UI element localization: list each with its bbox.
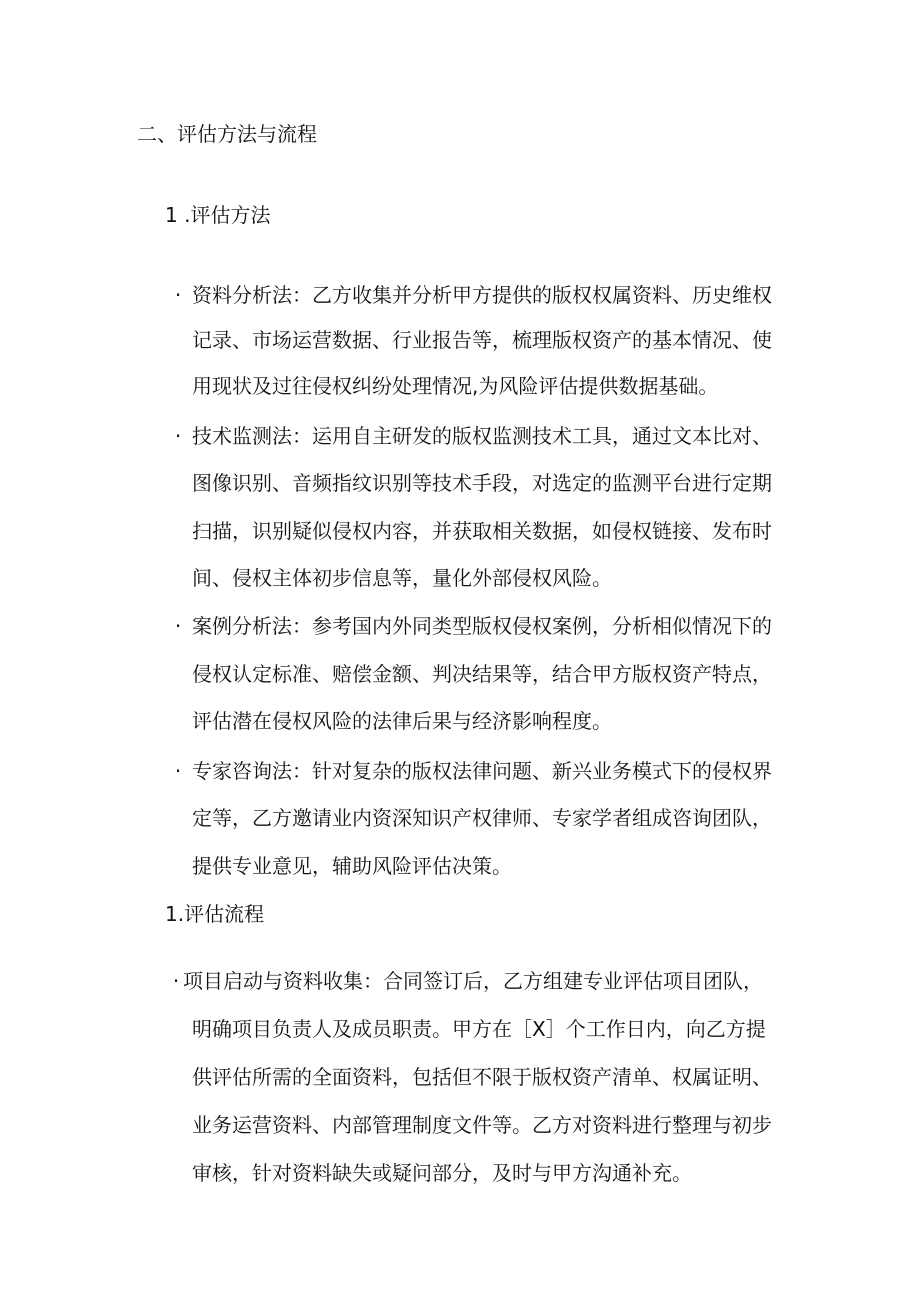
method-line: 扫描，识别疑似侵权内容，并获取相关数据，如侵权链接、发布时 — [192, 519, 772, 543]
method-line: 专家咨询法：针对复杂的版权法律问题、新兴业务模式下的侵权界 — [192, 759, 772, 783]
method-line: 评估潜在侵权风险的法律后果与经济影响程度。 — [192, 709, 612, 733]
method-line: 间、侵权主体初步信息等，量化外部侵权风险。 — [192, 566, 612, 590]
bullet-marker: · — [174, 759, 182, 783]
method-line: 资料分析法：乙方收集并分析甲方提供的版权权属资料、历史维权 — [192, 283, 772, 307]
method-line: 侵权认定标准、赔偿金额、判决结果等，结合甲方版权资产特点， — [192, 662, 772, 686]
process-line: 项目启动与资料收集：合同签订后，乙方组建专业评估项目团队， — [183, 969, 763, 993]
bullet-marker: · — [172, 969, 180, 993]
bullet-marker: · — [174, 283, 182, 307]
method-line: 用现状及过往侵权纠纷处理情况,为风险评估提供数据基础。 — [192, 374, 719, 398]
section-heading: 二、评估方法与流程 — [137, 122, 317, 146]
process-line: 供评估所需的全面资料，包括但不限于版权资产清单、权属证明、 — [192, 1065, 772, 1089]
method-line: 定等，乙方邀请业内资深知识产权律师、专家学者组成咨询团队， — [192, 806, 772, 830]
process-line: 明确项目负责人及成员职责。甲方在［X］个工作日内，向乙方提 — [192, 1017, 766, 1041]
process-heading: 1.评估流程 — [165, 902, 265, 926]
process-line: 审核，针对资料缺失或疑问部分，及时与甲方沟通补充。 — [192, 1161, 692, 1185]
bullet-marker: · — [174, 614, 182, 638]
method-line: 图像识别、音频指纹识别等技术手段，对选定的监测平台进行定期 — [192, 471, 772, 495]
bullet-marker: · — [174, 424, 182, 448]
methods-heading: 1 .评估方法 — [165, 203, 271, 227]
method-line: 案例分析法：参考国内外同类型版权侵权案例，分析相似情况下的 — [192, 614, 772, 638]
method-line: 提供专业意见，辅助风险评估决策。 — [192, 854, 512, 878]
method-line: 记录、市场运营数据、行业报告等，梳理版权资产的基本情况、使 — [192, 328, 772, 352]
method-line: 技术监测法：运用自主研发的版权监测技术工具，通过文本比对、 — [192, 424, 772, 448]
process-line: 业务运营资料、内部管理制度文件等。乙方对资料进行整理与初步 — [192, 1113, 772, 1137]
